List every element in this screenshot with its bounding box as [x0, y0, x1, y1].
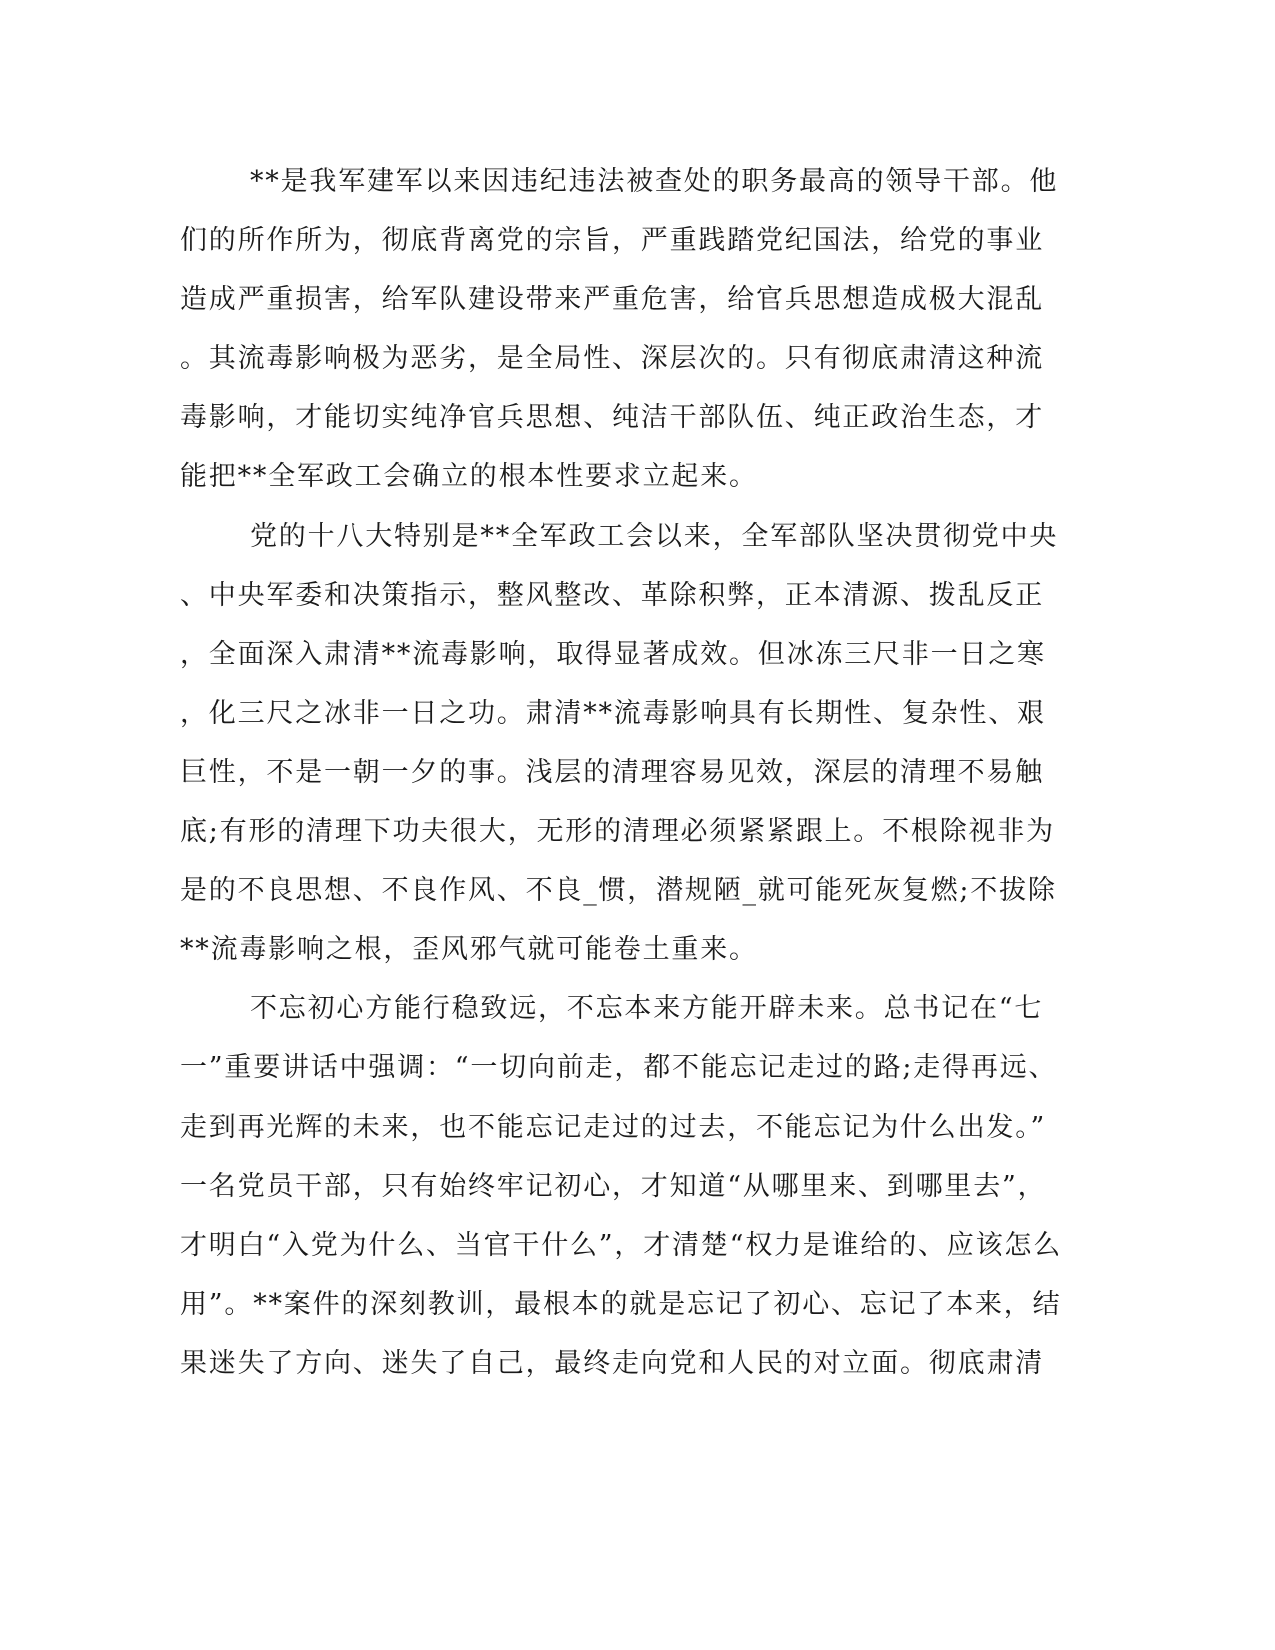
text-line: 们的所作所为，彻底背离党的宗旨，严重践踏党纪国法，给党的事业: [180, 225, 1044, 257]
text-line: 底;有形的清理下功夫很大，无形的清理必须紧紧跟上。不根除视非为: [180, 816, 1055, 848]
text-line: 才明白“入党为什么、当官干什么”，才清楚“权力是谁给的、应该怎么: [180, 1229, 1063, 1261]
text-line: 用”。**案件的深刻教训，最根本的就是忘记了初心、忘记了本来，结: [180, 1288, 1062, 1320]
text-line: 、中央军委和决策指示，整风整改、革除积弊，正本清源、拨乱反正: [180, 579, 1044, 611]
document-page: [180, 152, 1063, 1393]
text-line: **是我军建军以来因违纪违法被查处的职务最高的领导干部。他: [250, 166, 1059, 197]
paragraph-3: [180, 979, 1063, 1393]
paragraph-2: [180, 507, 1059, 980]
text-line: ，化三尺之冰非一日之功。肃清**流毒影响具有长期性、复杂性、艰: [180, 697, 1046, 729]
text-line: 能把**全军政工会确立的根本性要求立起来。: [180, 461, 758, 493]
text-line: 毒影响，才能切实纯净官兵思想、纯洁干部队伍、纯正政治生态，才: [180, 402, 1044, 434]
paragraph-1: [180, 152, 1059, 507]
text-line: 一”重要讲话中强调：“一切向前走，都不能忘记走过的路;走得再远、: [180, 1052, 1058, 1084]
text-line: 果迷失了方向、迷失了自己，最终走向党和人民的对立面。彻底肃清: [180, 1347, 1044, 1379]
text-line: 造成严重损害，给军队建设带来严重危害，给官兵思想造成极大混乱: [180, 284, 1044, 316]
text-line: 。其流毒影响极为恶劣，是全局性、深层次的。只有彻底肃清这种流: [180, 343, 1044, 375]
text-line: 党的十八大特别是**全军政工会以来，全军部队坚决贯彻党中央: [250, 520, 1059, 552]
text-line: 一名党员干部，只有始终牢记初心，才知道“从哪里来、到哪里去”，: [180, 1170, 1047, 1202]
text-line: ，全面深入肃清**流毒影响，取得显著成效。但冰冻三尺非一日之寒: [180, 638, 1046, 670]
text-line: 是的不良思想、不良作风、不良_惯，潜规陋_就可能死灰复燃;不拔除: [180, 875, 1057, 907]
text-line: 走到再光辉的未来，也不能忘记走过的过去，不能忘记为什么出发。”: [180, 1111, 1047, 1143]
text-line: 巨性，不是一朝一夕的事。浅层的清理容易见效，深层的清理不易触: [180, 756, 1044, 788]
text-line: 不忘初心方能行稳致远，不忘本来方能开辟未来。总书记在“七: [250, 993, 1044, 1025]
text-line: **流毒影响之根，歪风邪气就可能卷土重来。: [180, 934, 758, 966]
